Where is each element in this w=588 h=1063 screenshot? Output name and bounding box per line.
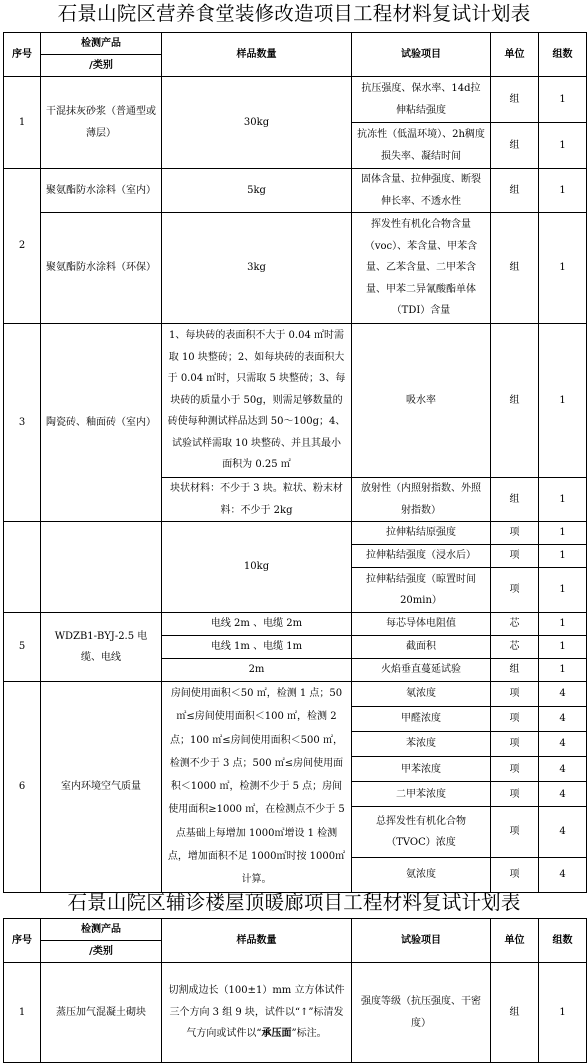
row-test: 拉伸粘结强度（浸水后） [352,545,491,568]
row-test: 氡浓度 [352,682,491,707]
row-index [4,522,41,613]
row-unit: 芯 [491,613,539,636]
row-count: 1 [539,659,587,682]
table-row [4,682,587,707]
row-test: 火焰垂直蔓延试验 [352,659,491,682]
row-unit: 项 [491,545,539,568]
row-index: 1 [4,963,41,1063]
header-product-top: 检测产品 [41,33,162,55]
row-product: 陶瓷砖、釉面砖（室内） [41,324,162,522]
header-test: 试验项目 [352,33,491,77]
header-index: 序号 [4,919,41,963]
header-test: 试验项目 [352,919,491,963]
page-title: 石景山院区营养食堂装修改造项目工程材料复试计划表 [57,2,531,25]
row-test: 放射性（内照射指数、外照射指数） [352,478,491,522]
row-unit: 项 [491,757,539,782]
row-count: 4 [539,707,587,732]
row-test: 每芯导体电阻值 [352,613,491,636]
row-count: 1 [539,613,587,636]
row-product: 室内环境空气质量 [41,682,162,893]
row-index: 6 [4,682,41,893]
table-row [4,963,587,1063]
sample-line-2 [167,1002,346,1045]
row-unit: 芯 [491,636,539,659]
material-test-plan-table [3,32,587,893]
row-sample: 电线 1m 、电缆 1m [162,636,352,659]
row-count: 1 [539,545,587,568]
row-sample: 5kg [162,169,352,213]
row-test: 强度等级（抗压强度、干密度） [352,963,491,1063]
row-count: 4 [539,682,587,707]
row-count: 1 [539,169,587,213]
table-header-row [4,919,587,941]
row-unit: 组 [491,123,539,169]
row-unit: 组 [491,169,539,213]
header-product-bottom: /类别 [41,55,162,77]
row-count: 4 [539,757,587,782]
header-sample: 样品数量 [162,919,352,963]
header-product-top: 检测产品 [41,919,162,941]
row-unit: 项 [491,682,539,707]
row-sample: 10kg [162,522,352,613]
row-count: 1 [539,324,587,478]
header-unit: 单位 [491,33,539,77]
row-sample: 块状材料：不少于 3 块。粒状、粉末材料：不少于 2kg [162,478,352,522]
row-count: 1 [539,213,587,324]
row-unit: 项 [491,568,539,613]
row-count: 4 [539,782,587,807]
row-sample: 2m [162,659,352,682]
row-test: 固体含量、拉伸强度、断裂伸长率、不透水性 [352,169,491,213]
row-count: 1 [539,522,587,545]
table-header-row [4,33,587,55]
header-product-bottom: /类别 [41,941,162,963]
row-unit: 项 [491,707,539,732]
row-sample [162,963,352,1063]
row-test: 吸水率 [352,324,491,478]
sample-text: 三个方向 3 组 9 块，试件以“↑”标清发气方向或试件以“ [169,1006,344,1040]
row-test: 总挥发性有机化合物（TVOC）浓度 [352,807,491,857]
row-count: 1 [539,636,587,659]
header-index: 序号 [4,33,41,77]
row-sample: 3kg [162,213,352,324]
row-test: 苯浓度 [352,732,491,757]
header-count: 组数 [539,33,587,77]
row-index: 3 [4,324,41,522]
row-index: 2 [4,169,41,324]
row-sample: 30kg [162,77,352,169]
row-count: 4 [539,857,587,892]
row-count: 1 [539,568,587,613]
sample-line-1: 切割成边长（100±1）mm 立方体试件 [168,985,345,997]
row-product: 聚氨酯防水涂料（环保） [41,213,162,324]
row-sample: 1、每块砖的表面积不大于 0.04 ㎡时需取 10 块整砖；2、如每块砖的表面积大于 0.04 ㎡时，只需取 5 块整砖；3、每块砖的质量小于 50g，则需足够数量的砖使每种测试样品达到 50～100g；4、试验试样需取 10 块整砖、并且其最小面积为 0.25 ㎡ [162,324,352,478]
roof-corridor-test-plan-table [3,918,587,1063]
header-count: 组数 [539,919,587,963]
table-row [4,324,587,478]
row-product [41,522,162,613]
row-test: 拉伸粘结原强度 [352,522,491,545]
row-test: 二甲苯浓度 [352,782,491,807]
row-count: 1 [539,77,587,123]
header-unit: 单位 [491,919,539,963]
row-index: 5 [4,613,41,682]
row-test: 拉伸粘结强度（晾置时间 20min） [352,568,491,613]
row-unit: 组 [491,77,539,123]
row-unit: 组 [491,963,539,1063]
row-count: 4 [539,732,587,757]
row-sample: 电线 2m 、电缆 2m [162,613,352,636]
row-unit: 组 [491,659,539,682]
row-count: 1 [539,478,587,522]
row-test: 甲苯浓度 [352,757,491,782]
row-product: 聚氨酯防水涂料（室内） [41,169,162,213]
table-row [4,213,587,324]
second-page-title: 石景山院区辅诊楼屋顶暖廊项目工程材料复试计划表 [67,891,521,914]
row-test: 抗冻性（低温环境）、2h稠度损失率、凝结时间 [352,123,491,169]
sample-text-end: ”标注。 [291,1028,327,1040]
row-test: 抗压强度、保水率、14d拉伸粘结强度 [352,77,491,123]
row-unit: 项 [491,732,539,757]
row-test: 甲醛浓度 [352,707,491,732]
row-unit: 项 [491,522,539,545]
bold-term: 承压面 [261,1028,292,1040]
row-unit: 项 [491,807,539,857]
row-test: 氨浓度 [352,857,491,892]
table-row [4,613,587,636]
row-unit: 组 [491,324,539,478]
header-sample: 样品数量 [162,33,352,77]
table-row [4,169,587,213]
row-unit: 项 [491,857,539,892]
row-unit: 组 [491,478,539,522]
row-product: 干混抹灰砂浆（普通型或薄层） [41,77,162,169]
table-row [4,522,587,545]
row-unit: 组 [491,213,539,324]
row-product: WDZB1-BYJ-2.5 电缆、电线 [41,613,162,682]
row-unit: 项 [491,782,539,807]
table-row [4,77,587,123]
row-product: 蒸压加气混凝土砌块 [41,963,162,1063]
row-test: 挥发性有机化合物含量（voc）、苯含量、甲苯含量、乙苯含量、二甲苯含量、甲苯二异氰酸酯单体（TDI）含量 [352,213,491,324]
row-count: 4 [539,807,587,857]
row-count: 1 [539,123,587,169]
row-test: 截面积 [352,636,491,659]
row-sample: 房间使用面积＜50 ㎡，检测 1 点；50 ㎡≤房间使用面积＜100 ㎡，检测 2 点；100 ㎡≤房间使用面积＜500 ㎡，检测不少于 3 点；500 ㎡≤房间使用面积＜1000 ㎡，检测不少于 5 点；房间使用面积≥1000 ㎡，在检测点不少于 5 点基础上每增加 1000㎡增设 1 检测点，增加面积不足 1000㎡时按 1000㎡计算。 [162,682,352,893]
row-index: 1 [4,77,41,169]
row-count: 1 [539,963,587,1063]
